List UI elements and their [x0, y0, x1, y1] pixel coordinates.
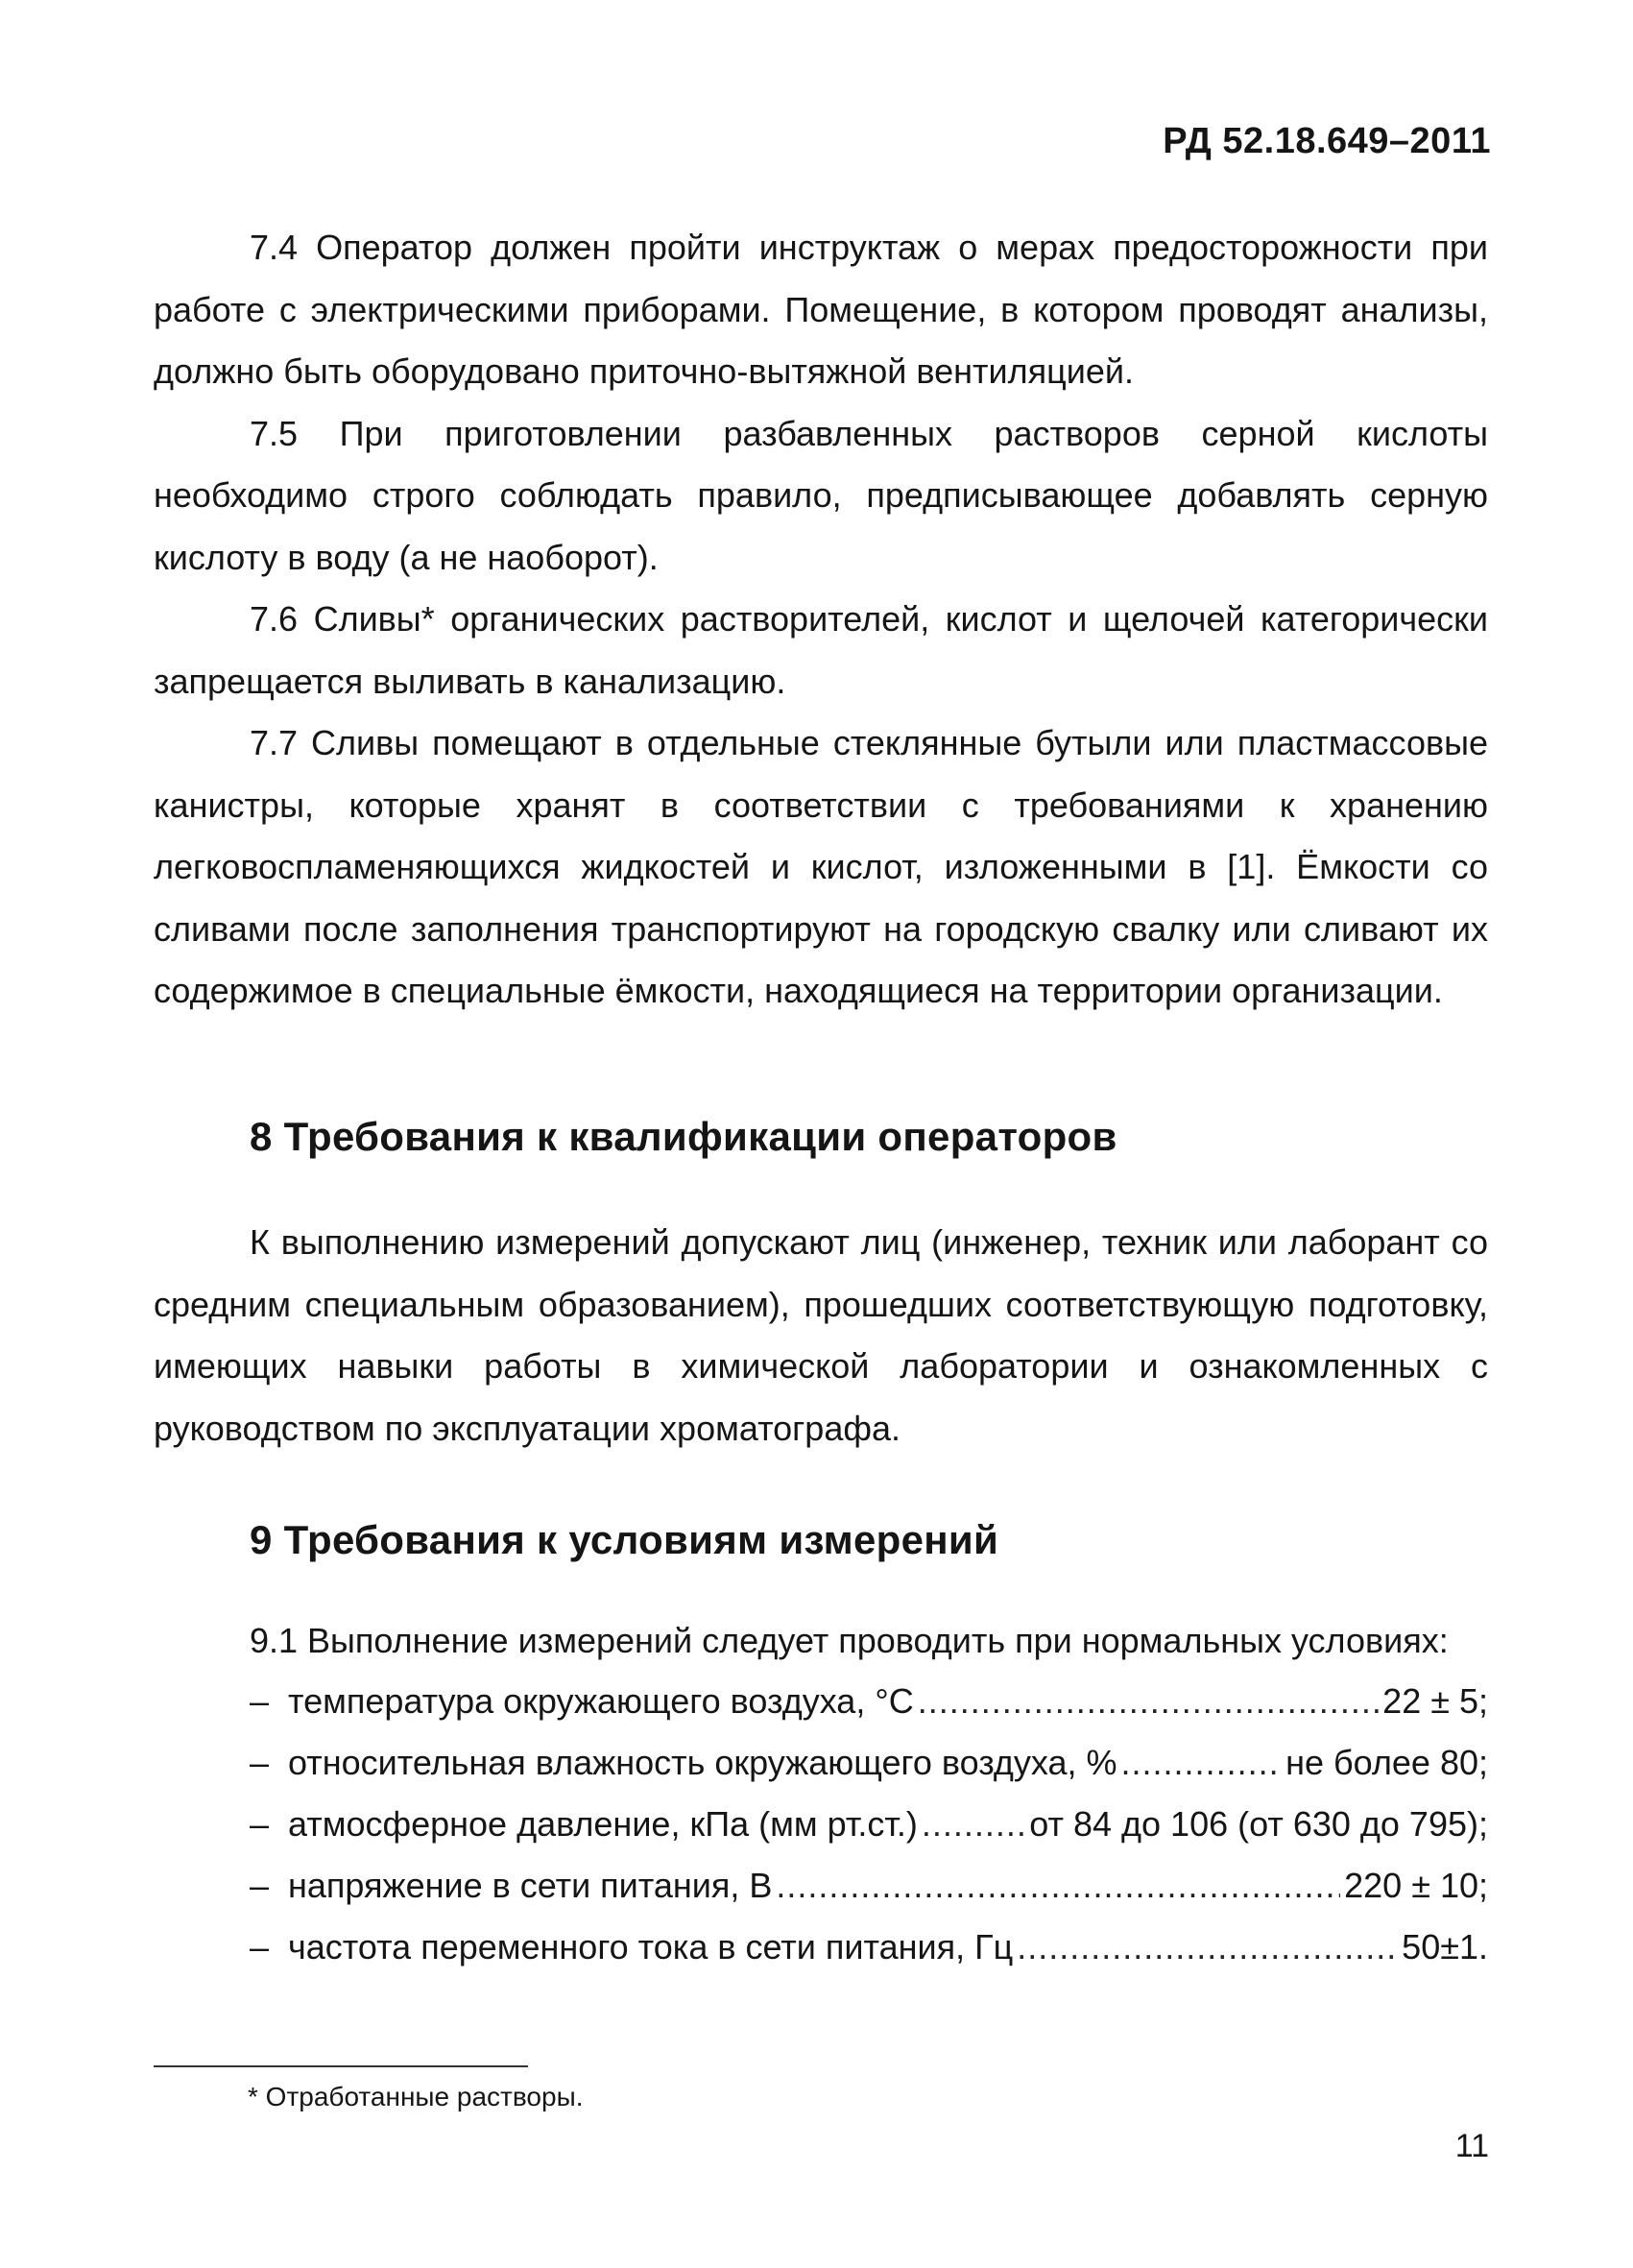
condition-label: атмосферное давление, кПа (мм рт.ст.): [288, 1804, 918, 1844]
document-code-header: РД 52.18.649–2011: [1163, 121, 1491, 161]
paragraph-7-7: 7.7 Сливы помещают в отдельные стеклянные бутыли или пластмассовые канистры, которые хранят в соответствии с требованиями к хранению легковоспламеняющихся жидкостей и кислот, изложенными в [1]. Ёмкости со сливами после заполнения транспортируют на городскую свалку или сливают их содержимое в специальные ёмкости, находящиеся на территории организации.: [154, 723, 1488, 1010]
condition-value: 50±1.: [1402, 1927, 1488, 1966]
condition-humidity: – относительная влажность окружающего воздуха, % ..... не более 80;: [250, 1732, 1488, 1794]
condition-label: относительная влажность окружающего воздуха, %: [288, 1743, 1117, 1782]
condition-temperature: – температура окружающего воздуха, °С ..... 22 ± 5;: [250, 1671, 1488, 1732]
condition-label: температура окружающего воздуха, °С: [288, 1681, 914, 1721]
paragraph-7-6: 7.6 Сливы* органических растворителей, кислот и щелочей категорически запрещается выливать в канализацию.: [154, 599, 1488, 701]
paragraph-8: К выполнению измерений допускают лиц (инженер, техник или лаборант со средним специальным образованием), прошедших соответствующую подготовку, имеющих навыки работы в химической лаборатории и ознакомленных с руководством по эксплуатации хроматографа.: [154, 1222, 1488, 1448]
section-9-heading: 9 Требования к условиям измерений: [250, 1517, 999, 1562]
page-number: 11: [1454, 2128, 1489, 2164]
condition-label: напряжение в сети питания, В: [288, 1866, 773, 1905]
footnote: * Отработанные растворы.: [248, 2082, 584, 2111]
condition-value: от 84 до 106 (от 630 до 795);: [1029, 1804, 1488, 1844]
condition-label: частота переменного тока в сети питания, Гц: [288, 1927, 1014, 1966]
condition-voltage: – напряжение в сети питания, В ..... 220 ± 10;: [250, 1855, 1488, 1917]
condition-value: не более 80;: [1285, 1743, 1488, 1782]
condition-value: 220 ± 10;: [1344, 1866, 1488, 1905]
section-7-text: [154, 217, 1488, 1023]
section-8-text: [154, 1212, 1488, 1460]
condition-pressure: – атмосферное давление, кПа (мм рт.ст.) ..... от 84 до 106 (от 630 до 795);: [250, 1794, 1488, 1855]
footnote-divider: [154, 2065, 528, 2067]
conditions-list: [250, 1671, 1488, 1978]
paragraph-7-4: 7.4 Оператор должен пройти инструктаж о мерах предосторожности при работе с электрическими приборами. Помещение, в котором проводят анализы, должно быть оборудовано приточно-вытяжной вентиляцией.: [154, 228, 1488, 391]
paragraph-9-1: 9.1 Выполнение измерений следует проводить при нормальных условиях:: [250, 1621, 1449, 1660]
condition-value: 22 ± 5;: [1382, 1681, 1488, 1721]
section-8-heading: 8 Требования к квалификации операторов: [250, 1114, 1117, 1159]
paragraph-7-5: 7.5 При приготовлении разбавленных растворов серной кислоты необходимо строго соблюдать правило, предписывающее добавлять серную кислоту в воду (а не наоборот).: [154, 413, 1488, 577]
condition-frequency: – частота переменного тока в сети питания, Гц ..... 50±1.: [250, 1917, 1488, 1978]
